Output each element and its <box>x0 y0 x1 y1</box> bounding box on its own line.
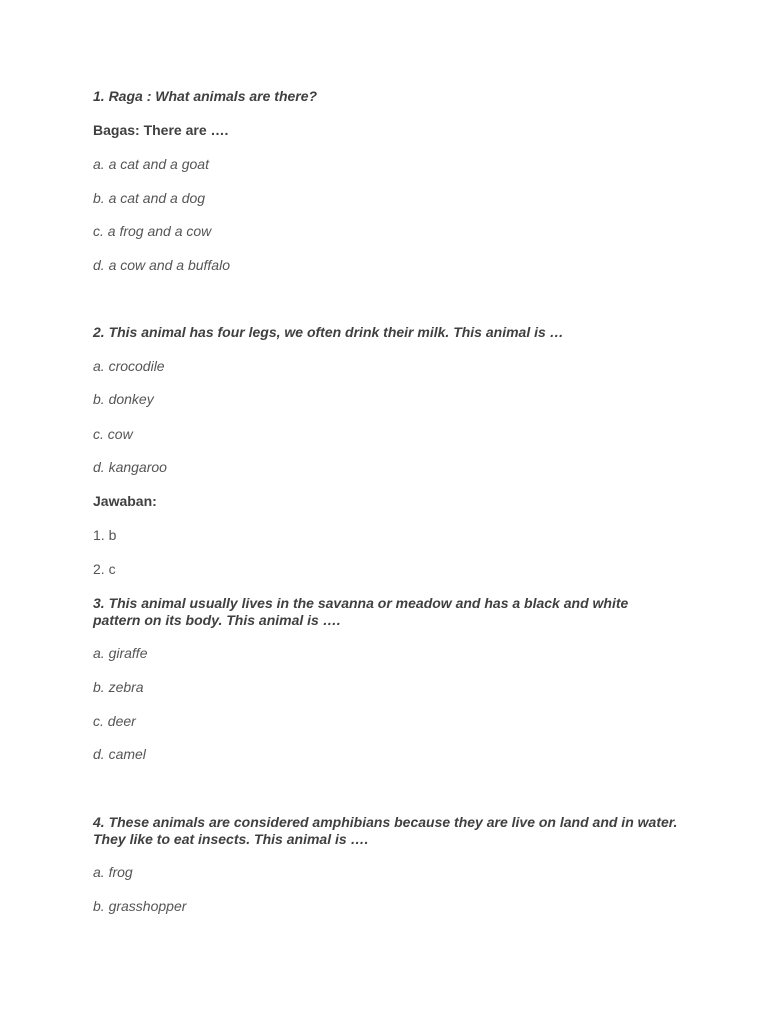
answer-2: 2. c <box>93 561 116 577</box>
question-2-option-b: b. donkey <box>93 391 154 407</box>
question-4: 4. These animals are considered amphibians because they are live on land and in water. They like to eat insects. This animal is …. <box>93 814 678 847</box>
question-3: 3. This animal usually lives in the savanna or meadow and has a black and white pattern on its body. This animal is …. <box>93 595 629 628</box>
question-3-option-c: c. deer <box>93 713 136 729</box>
question-4-option-a: a. frog <box>93 864 133 880</box>
question-1-dialogue: Bagas: There are …. <box>93 122 229 138</box>
question-4-option-b: b. grasshopper <box>93 898 187 914</box>
question-1-option-b: b. a cat and a dog <box>93 190 206 206</box>
question-1-option-c: c. a frog and a cow <box>93 223 212 239</box>
question-2-option-d: d. kangaroo <box>93 459 167 475</box>
answer-1: 1. b <box>93 527 117 543</box>
question-2-option-c: c. cow <box>93 426 133 442</box>
question-1-option-d: d. a cow and a buffalo <box>93 257 230 273</box>
question-3-option-a: a. giraffe <box>93 645 148 661</box>
question-1-option-a: a. a cat and a goat <box>93 156 209 172</box>
question-3-option-d: d. camel <box>93 746 146 762</box>
question-3-option-b: b. zebra <box>93 679 144 695</box>
question-1: 1. Raga : What animals are there? <box>93 88 318 104</box>
question-2-option-a: a. crocodile <box>93 358 165 374</box>
question-2: 2. This animal has four legs, we often drink their milk. This animal is … <box>93 324 564 340</box>
answers-heading: Jawaban: <box>93 493 157 509</box>
